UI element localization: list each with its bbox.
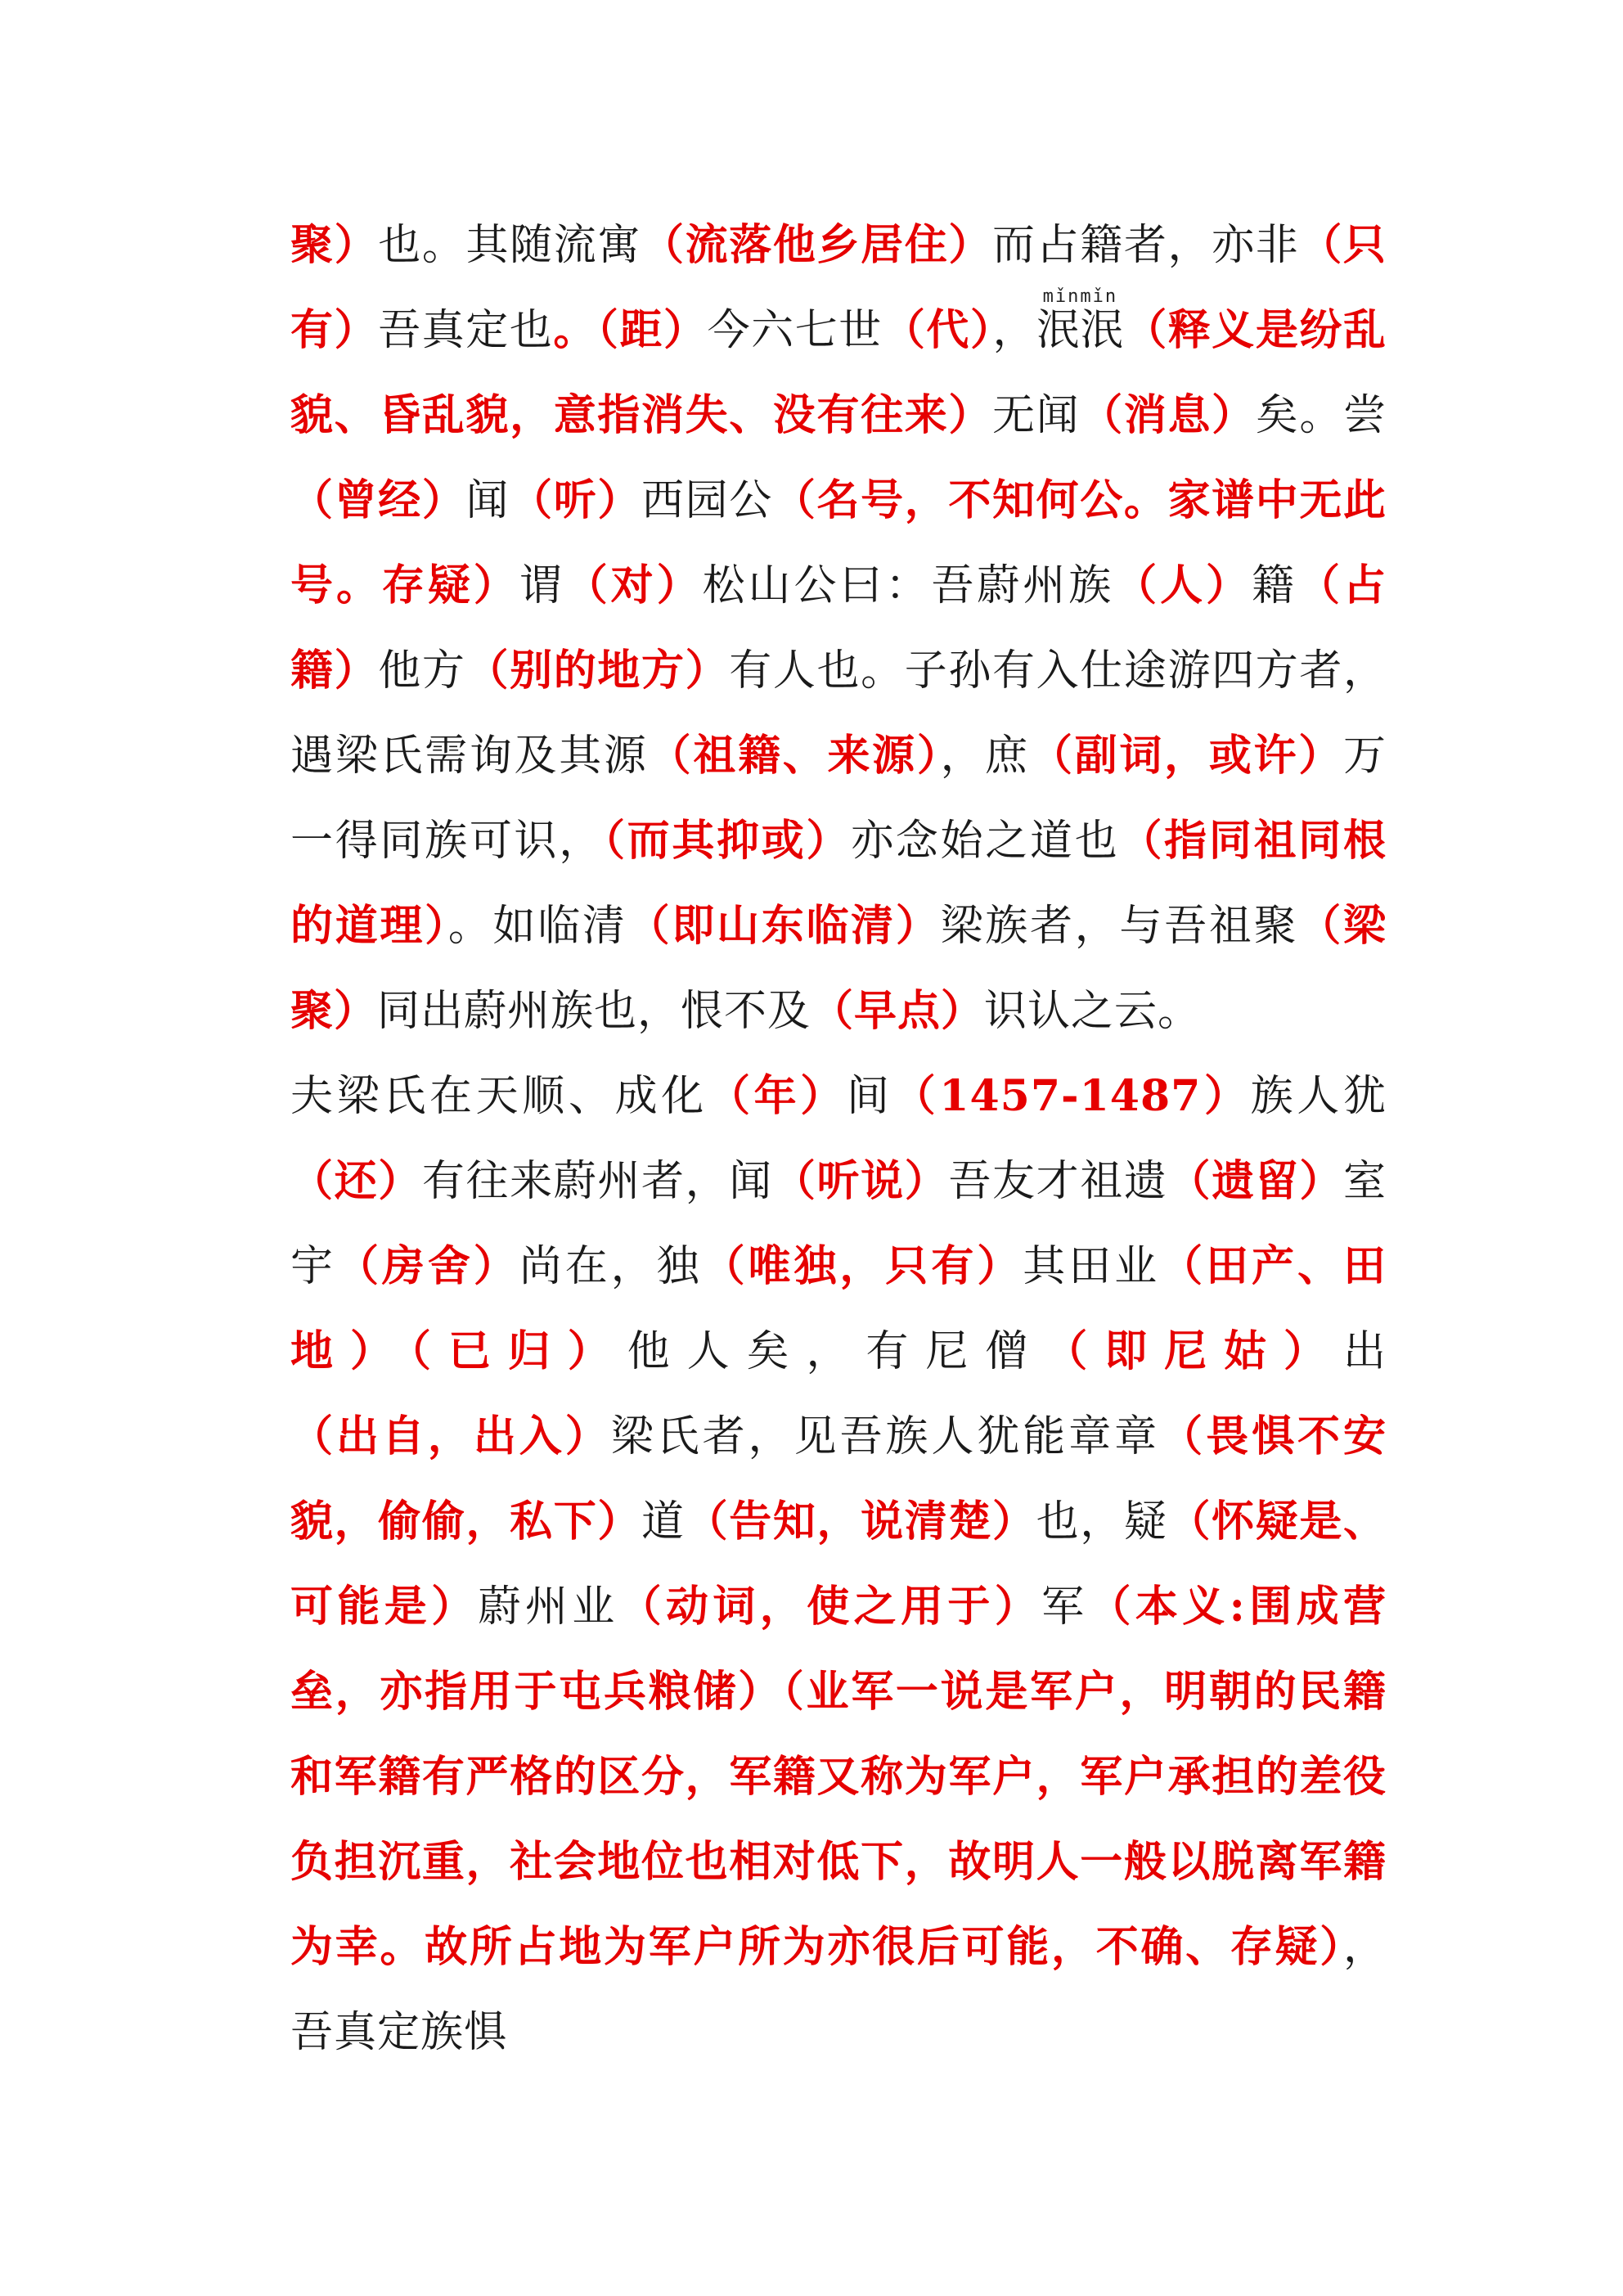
annotation-text: （指同祖同根的道理） <box>290 816 1387 951</box>
original-text: 族人犹 <box>1250 1072 1387 1121</box>
annotation-text: （名号，不知何公。家谱中无此号。存疑） <box>290 475 1387 610</box>
original-text: 道 <box>641 1497 686 1546</box>
annotation-text: （即山东临清） <box>627 901 941 951</box>
original-text: 西园公 <box>641 476 773 525</box>
original-text: 其田业 <box>1023 1242 1161 1291</box>
annotation-text: （梁聚） <box>290 901 1387 1036</box>
original-text: 出 <box>1342 1327 1387 1376</box>
annotation-text: （动词，使之用于） <box>618 1582 1042 1632</box>
annotation-text: （出自，出入） <box>290 1411 611 1461</box>
original-text: ，吾真定族惧 <box>290 1923 1387 2057</box>
original-text: 有人也。子孙有入仕途游四方者，遇梁氏需询及其源 <box>290 646 1387 781</box>
annotation-text: （代） <box>882 305 993 355</box>
annotation-text: 。（距） <box>553 305 708 355</box>
annotation-text: （对） <box>564 560 703 610</box>
original-text: 有往来蔚州者，闻 <box>421 1157 773 1206</box>
original-text: 蔚州业 <box>478 1582 619 1632</box>
original-text: 无闻 <box>991 391 1081 440</box>
original-text: 谓 <box>519 561 565 610</box>
annotation-text: （而其抑或） <box>603 816 852 866</box>
original-text: 闻 <box>465 476 510 525</box>
annotation-text: （1457-1487） <box>892 1071 1251 1121</box>
pinyin-text: mǐnmǐn <box>1036 286 1124 307</box>
original-text: ，庶 <box>940 732 1031 781</box>
annotation-text: （副词，或许） <box>1030 731 1343 781</box>
annotated-word-text: 泯泯 <box>1036 306 1125 355</box>
annotation-text: （流落他乡居住） <box>641 220 992 270</box>
original-text: ， <box>992 306 1037 355</box>
annotation-text: （听说） <box>772 1156 949 1206</box>
annotation-text: （田产、田地）（已归） <box>290 1241 1387 1376</box>
original-text: 籍 <box>1252 561 1297 610</box>
annotation-text: （只有） <box>290 220 1387 355</box>
original-text: 夫梁氏在天顺、成化 <box>290 1072 708 1121</box>
annotation-text: （消息） <box>1080 390 1256 440</box>
original-text: 吾友才祖遗 <box>948 1157 1168 1206</box>
original-text: 他人矣，有尼僧 <box>627 1327 1045 1376</box>
original-text: 也，疑 <box>1036 1497 1168 1546</box>
original-text: 尚在，独 <box>519 1242 703 1291</box>
original-text: 梁氏者，见吾族人犹能章章 <box>610 1412 1161 1461</box>
annotation-text: （房舍） <box>335 1241 519 1291</box>
annotation-text: （曾经） <box>290 475 466 525</box>
annotation-text: （释义是纷乱貌、昏乱貌，意指消失、没有往来） <box>290 305 1387 440</box>
annotation-text: （还） <box>290 1156 422 1206</box>
annotation-text: （唯独，只有） <box>702 1241 1023 1291</box>
annotation-text: （即尼姑） <box>1045 1326 1343 1376</box>
original-text: 今六七世 <box>707 306 883 355</box>
original-text: 而占籍者，亦非 <box>991 221 1300 270</box>
annotation-text: （年） <box>707 1071 847 1121</box>
annotation-text: （别的地方） <box>465 646 730 696</box>
annotation-text: （畏惧不安貌，偷偷，私下） <box>290 1411 1387 1546</box>
original-text: 也。其随流寓 <box>378 221 641 270</box>
original-text: 间 <box>846 1072 893 1121</box>
annotation-text: （听） <box>510 475 641 525</box>
original-text: 矣。尝 <box>1255 391 1387 440</box>
annotation-text: （占籍） <box>290 560 1387 696</box>
original-text: 吾真定也 <box>378 306 554 355</box>
original-text: 。如临清 <box>447 902 627 951</box>
paragraph-2 <box>290 1054 1387 2075</box>
annotation-text: （早点） <box>811 986 985 1036</box>
annotation-text: （人） <box>1114 560 1252 610</box>
annotation-text: （怀疑是、可能是） <box>290 1497 1387 1632</box>
original-text: 万一得同族可识， <box>290 732 1387 866</box>
pinyin-annotated-word <box>1036 286 1125 355</box>
original-text: 梁族者，与吾祖聚 <box>940 902 1299 951</box>
original-text: 他方 <box>378 646 466 696</box>
original-text: 军 <box>1041 1582 1089 1632</box>
original-text: 松山公曰：吾蔚州族 <box>702 561 1115 610</box>
paragraph-1 <box>290 203 1387 1054</box>
original-text: 识认之云。 <box>984 987 1202 1036</box>
original-text: 亦念始之道也 <box>851 817 1120 866</box>
annotation-text: （祖籍、来源） <box>648 731 941 781</box>
annotation-text: 聚） <box>290 220 379 270</box>
original-text: 室宇 <box>290 1157 1387 1291</box>
document-body <box>290 203 1387 2075</box>
original-text: 同出蔚州族也，恨不及 <box>377 987 812 1036</box>
annotation-text: （遗留） <box>1167 1156 1343 1206</box>
annotation-text: （告知，说清楚） <box>685 1497 1036 1546</box>
annotation-text: （本义:围成营垒，亦指用于屯兵粮储）（业军一说是军户，明朝的民籍和军籍有严格的区分，军籍又称为军户，军户承担的差役负担沉重，社会地位也相对低下，故明人一般以脱离军籍为幸。故所占地为军户所为亦很后可能，不确、存疑） <box>290 1582 1387 1972</box>
